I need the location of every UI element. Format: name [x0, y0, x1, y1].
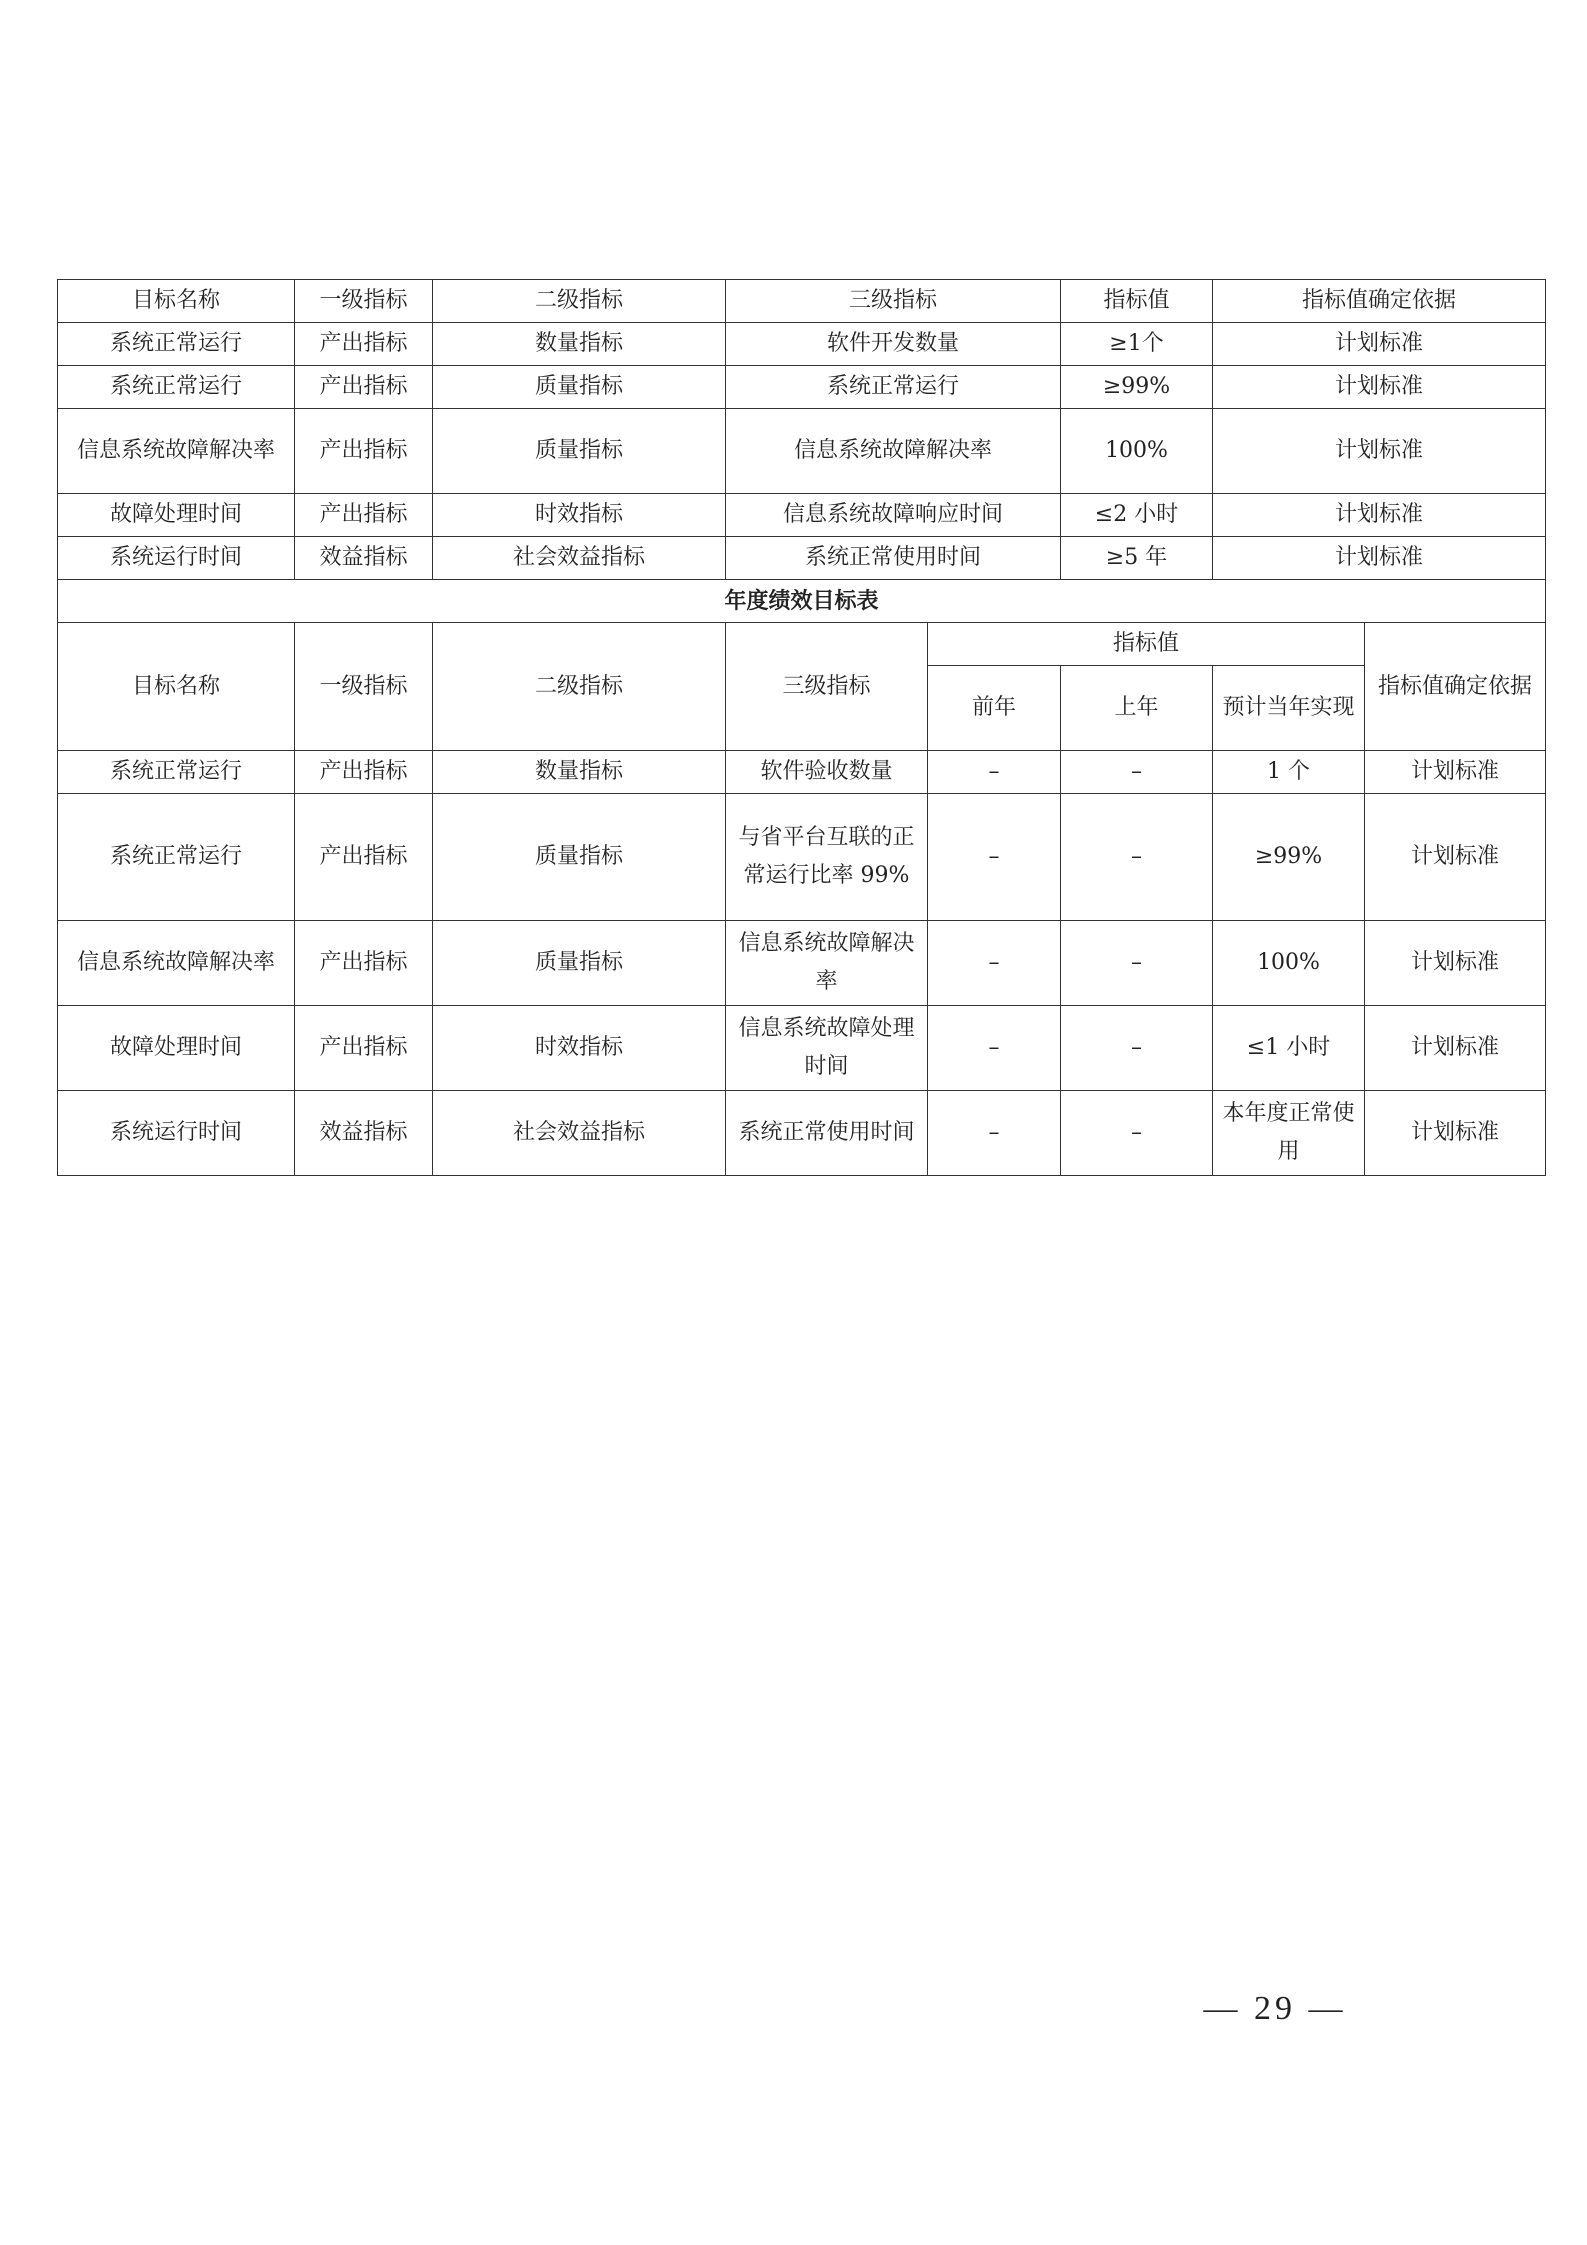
table-cell: 社会效益指标 — [433, 537, 726, 580]
table-cell: 数量指标 — [433, 751, 726, 794]
table-cell: 系统运行时间 — [58, 537, 295, 580]
table-cell: 计划标准 — [1365, 921, 1546, 1006]
table-cell: 系统正常运行 — [58, 323, 295, 366]
table-cell: 质量指标 — [433, 366, 726, 409]
table-row — [58, 366, 1546, 409]
page-number: — 29 — — [1203, 1990, 1347, 2027]
table-cell: 社会效益指标 — [433, 1091, 726, 1176]
header-cell: 指标值确定依据 — [1365, 623, 1546, 751]
table-cell: – — [1061, 921, 1213, 1006]
table-cell: 信息系统故障解决率 — [58, 921, 295, 1006]
table-cell: – — [928, 1091, 1061, 1176]
table-cell: 时效指标 — [433, 494, 726, 537]
table-cell: 计划标准 — [1365, 751, 1546, 794]
header-cell: 一级指标 — [295, 280, 433, 323]
table-cell: – — [1061, 751, 1213, 794]
annual-header-row — [58, 623, 1546, 666]
table-cell: – — [928, 921, 1061, 1006]
table-cell: – — [928, 751, 1061, 794]
header-cell: 指标值 — [928, 623, 1365, 666]
table-row — [58, 494, 1546, 537]
table-cell: 故障处理时间 — [58, 494, 295, 537]
annual-title-row — [58, 580, 1546, 623]
table-cell: 质量指标 — [433, 409, 726, 494]
table-cell: 计划标准 — [1213, 366, 1546, 409]
table-cell: – — [928, 794, 1061, 921]
header-cell: 指标值确定依据 — [1213, 280, 1546, 323]
header-cell: 三级指标 — [726, 280, 1061, 323]
table-cell: 与省平台互联的正常运行比率 99% — [726, 794, 928, 921]
header-cell: 二级指标 — [433, 623, 726, 751]
table-cell: 计划标准 — [1213, 323, 1546, 366]
table-row — [58, 921, 1546, 1006]
table-cell: 计划标准 — [1213, 409, 1546, 494]
table-cell: 信息系统故障解决率 — [726, 921, 928, 1006]
table-cell: ≥99% — [1213, 794, 1365, 921]
table-cell: 100% — [1213, 921, 1365, 1006]
table-cell: 系统正常使用时间 — [726, 537, 1061, 580]
header-cell: 二级指标 — [433, 280, 726, 323]
table-cell: – — [928, 1006, 1061, 1091]
table-row — [58, 537, 1546, 580]
table-cell: 信息系统故障响应时间 — [726, 494, 1061, 537]
table-cell: – — [1061, 1091, 1213, 1176]
table-cell: 计划标准 — [1365, 1091, 1546, 1176]
table-cell: 产出指标 — [295, 794, 433, 921]
table-cell: 产出指标 — [295, 409, 433, 494]
table-row — [58, 409, 1546, 494]
table-cell: 时效指标 — [433, 1006, 726, 1091]
table-cell: 信息系统故障处理时间 — [726, 1006, 928, 1091]
performance-table — [57, 279, 1546, 1176]
table-cell: 本年度正常使用 — [1213, 1091, 1365, 1176]
table-cell: 产出指标 — [295, 323, 433, 366]
table-row — [58, 323, 1546, 366]
table-cell: 系统正常使用时间 — [726, 1091, 928, 1176]
table-cell: 计划标准 — [1213, 494, 1546, 537]
table-cell: 产出指标 — [295, 921, 433, 1006]
table-cell: 效益指标 — [295, 537, 433, 580]
table-cell: 计划标准 — [1213, 537, 1546, 580]
table-cell: 故障处理时间 — [58, 1006, 295, 1091]
table-row — [58, 1006, 1546, 1091]
table-cell: 系统运行时间 — [58, 1091, 295, 1176]
table-cell: 产出指标 — [295, 751, 433, 794]
header-cell: 一级指标 — [295, 623, 433, 751]
header-cell: 目标名称 — [58, 280, 295, 323]
table-header-row — [58, 280, 1546, 323]
header-cell: 上年 — [1061, 666, 1213, 751]
table-cell: ≤1 小时 — [1213, 1006, 1365, 1091]
table-cell: ≥1个 — [1061, 323, 1213, 366]
table-cell: 软件验收数量 — [726, 751, 928, 794]
table-row — [58, 794, 1546, 921]
annual-table-title: 年度绩效目标表 — [58, 580, 1546, 623]
header-cell: 前年 — [928, 666, 1061, 751]
table-cell: ≤2 小时 — [1061, 494, 1213, 537]
table-cell: 产出指标 — [295, 1006, 433, 1091]
table-cell: 数量指标 — [433, 323, 726, 366]
header-cell: 三级指标 — [726, 623, 928, 751]
table-cell: ≥99% — [1061, 366, 1213, 409]
table-cell: 系统正常运行 — [58, 366, 295, 409]
table-cell: 产出指标 — [295, 494, 433, 537]
table-cell: 系统正常运行 — [726, 366, 1061, 409]
table-cell: 1 个 — [1213, 751, 1365, 794]
table-row — [58, 751, 1546, 794]
table-cell: – — [1061, 794, 1213, 921]
header-cell: 目标名称 — [58, 623, 295, 751]
table-cell: 系统正常运行 — [58, 794, 295, 921]
table-cell: – — [1061, 1006, 1213, 1091]
table-cell: 计划标准 — [1365, 794, 1546, 921]
table-cell: 信息系统故障解决率 — [58, 409, 295, 494]
table-row — [58, 1091, 1546, 1176]
table-cell: 效益指标 — [295, 1091, 433, 1176]
table-cell: ≥5 年 — [1061, 537, 1213, 580]
header-cell: 指标值 — [1061, 280, 1213, 323]
table-cell: 100% — [1061, 409, 1213, 494]
table-cell: 质量指标 — [433, 921, 726, 1006]
table-cell: 软件开发数量 — [726, 323, 1061, 366]
table-cell: 信息系统故障解决率 — [726, 409, 1061, 494]
table-cell: 系统正常运行 — [58, 751, 295, 794]
table-cell: 质量指标 — [433, 794, 726, 921]
table-cell: 产出指标 — [295, 366, 433, 409]
table-cell: 计划标准 — [1365, 1006, 1546, 1091]
header-cell: 预计当年实现 — [1213, 666, 1365, 751]
